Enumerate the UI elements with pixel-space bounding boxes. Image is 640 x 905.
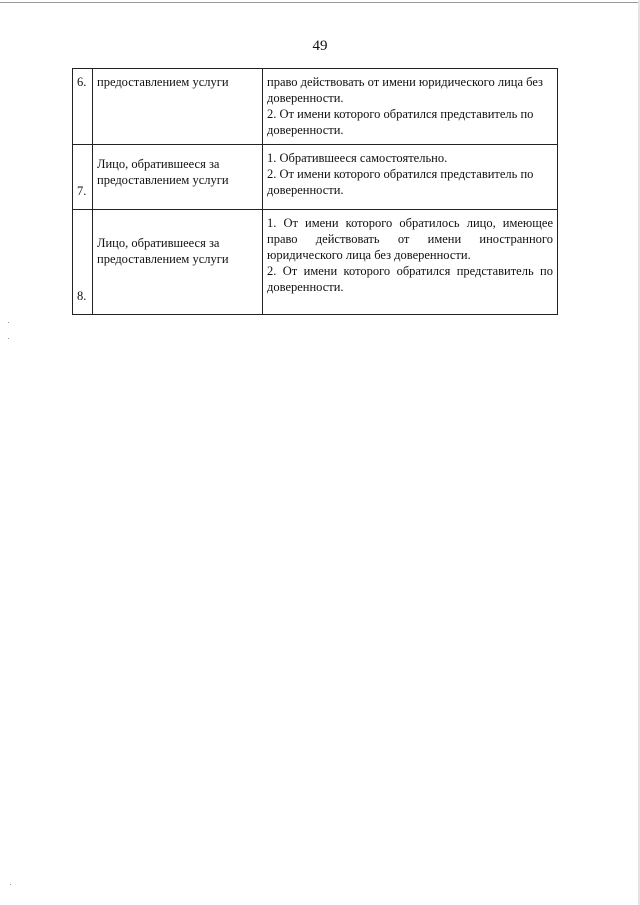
page-number: 49 [312, 38, 328, 54]
conditions-cell [263, 210, 558, 315]
row-number: 6. [73, 69, 93, 145]
page-top-border [0, 2, 640, 3]
table-row [73, 69, 558, 145]
services-table [72, 68, 558, 315]
row-number: 7. [73, 145, 93, 210]
applicant-cell [93, 145, 263, 210]
applicant-text: Лицо, обратившееся за [97, 157, 220, 171]
condition-text: 1. Обратившееся самостоятельно. [267, 151, 448, 165]
applicant-cell [93, 69, 263, 145]
applicant-text: предоставлением услуги [97, 75, 229, 89]
row-number: 8. [73, 210, 93, 315]
table-row [73, 145, 558, 210]
condition-text: право действовать от имени юридического лица без [267, 75, 543, 89]
applicant-cell [93, 210, 263, 315]
condition-text: доверенности. [267, 91, 344, 105]
condition-text: 2. От имени которого обратился представитель по [267, 107, 534, 121]
condition-text: 2. От имени которого обратился представитель по доверенности. [267, 264, 553, 294]
condition-text: 2. От имени которого обратился представитель по [267, 167, 534, 181]
scan-speck [8, 338, 9, 339]
conditions-cell [263, 145, 558, 210]
scan-speck [10, 884, 11, 885]
condition-text: доверенности. [267, 183, 344, 197]
scan-speck [8, 322, 9, 323]
table-row [73, 210, 558, 315]
condition-text: доверенности. [267, 123, 344, 137]
applicant-text: Лицо, обратившееся за [97, 236, 220, 250]
applicant-text: предоставлением услуги [97, 252, 229, 266]
condition-text: 1. От имени которого обратилось лицо, имеющее право действовать от имени иностранного юридического лица без доверенности. [267, 216, 553, 262]
applicant-text: предоставлением услуги [97, 173, 229, 187]
conditions-cell [263, 69, 558, 145]
